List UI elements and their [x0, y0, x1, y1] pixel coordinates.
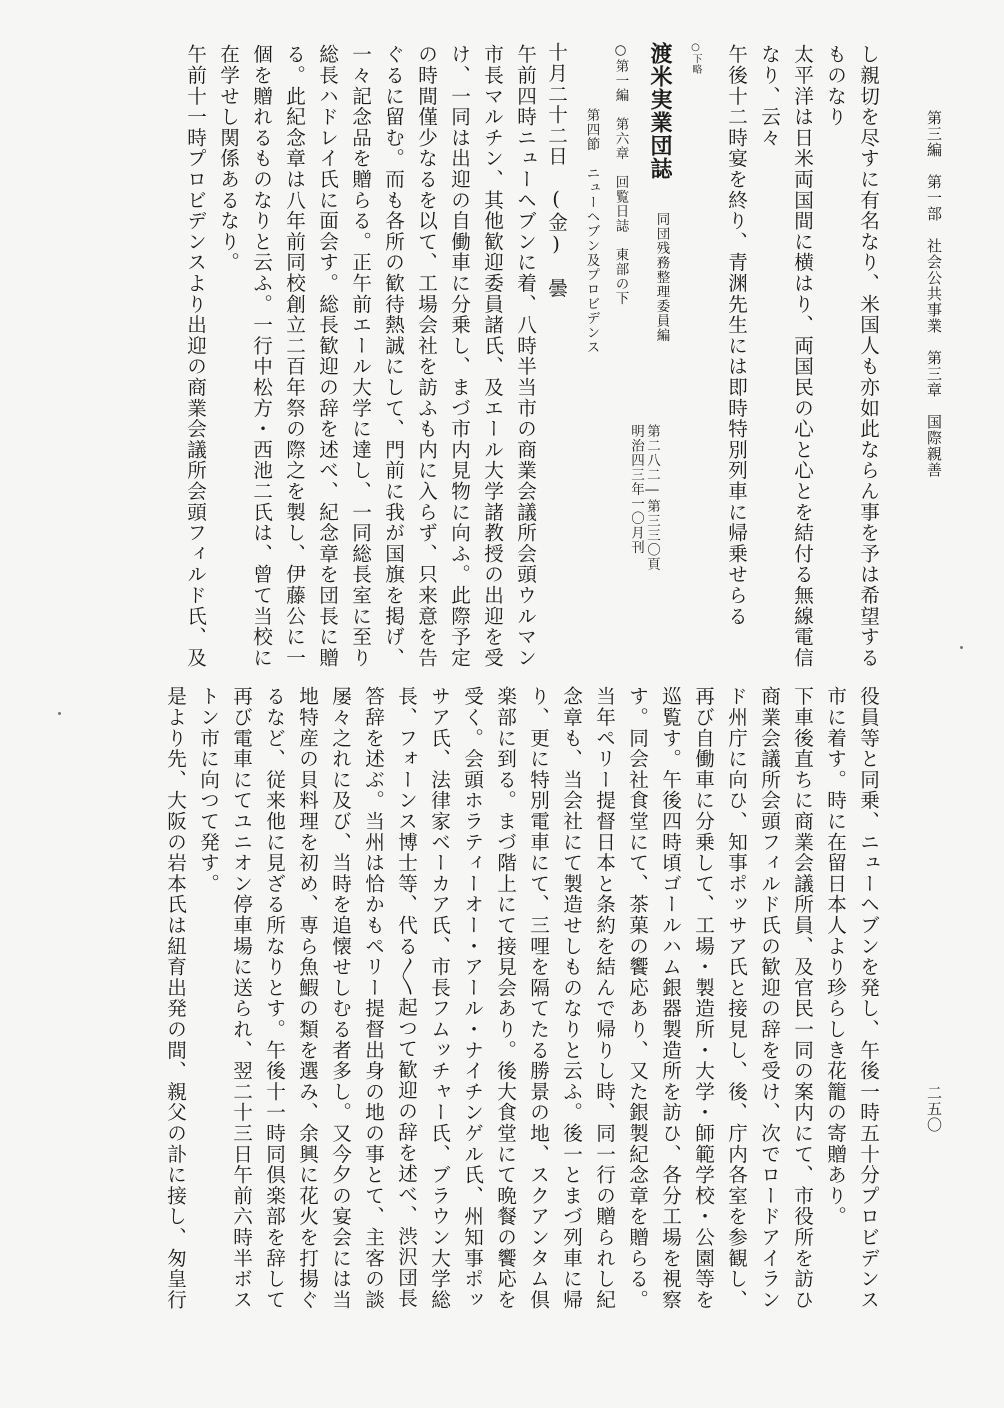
text-column: 役員等と同乗、ニューヘブンを発し、午後一時五十分プロビデンス [856, 686, 880, 1310]
book-published: 明治四三年一〇月刊 [628, 424, 644, 555]
text-column: の時間僅少なるを以て、工場会社を訪ふも内に入らず、只来意を告 [414, 44, 438, 668]
text-column: す。同会社食堂にて、茶菓の饗応あり、又た銀製紀念章を贈らる。 [625, 686, 649, 1310]
text-column: る。此紀念章は八年前同校創立二百年祭の際之を製し、伊藤公に一 [282, 44, 306, 668]
scan-speck [960, 646, 963, 649]
text-column: ぐるに留む。而も各所の歓待熱誠にして、門前に我が国旗を掲げ、 [381, 44, 405, 668]
text-column: ド州庁に向ひ、知事ポッサア氏と接見し、後、庁内各室を参観し、 [724, 686, 748, 1310]
text-column: 当年ペリー提督日本と条約を結んで帰りし時、同一行の贈られし紀 [592, 686, 616, 1310]
omission-note: ○下略 [690, 42, 701, 75]
text-column: 午前四時ニューヘブンに着、八時半当市の商業会議所会頭ウルマン [513, 44, 537, 668]
running-head: 第三編 第一部 社会公共事業 第三章 国際親善 [925, 110, 943, 478]
chapter-line: ○第一編 第六章 回覧日誌 東部の下 [612, 42, 629, 306]
text-column: り、更に特別電車にて、三哩を隔てたる勝景の地、スクアンタム倶 [526, 686, 550, 1310]
text-column: 受く。会頭ホラティーオー・アール・ナイチンゲル氏、州知事ポッ [460, 686, 484, 1310]
text-column: 答辞を述ぶ。当州は恰かもペリー提督出身の地の事とて、主客の談 [361, 686, 385, 1310]
text-column: サア氏、法律家ベーカア氏、市長フムッチャー氏、ブラウン大学総 [427, 686, 451, 1310]
text-column: 再び自働車に分乗して、工場・製造所・大学・師範学校・公園等を [691, 686, 715, 1310]
text-column: 商業会議所会頭フィルド氏の歓迎の辞を受け、次でロードアイラン [757, 686, 781, 1310]
book-pages: 第二八二―第三三〇頁 [644, 424, 660, 572]
text-column: 太平洋は日米両国間に横はり、両国民の心と心とを結付る無線電信 [790, 44, 814, 668]
text-column: 午後十二時宴を終り、青渊先生には即時特別列車に帰乗せらる [724, 44, 748, 627]
text-column: 市長マルチン、其他歓迎委員諸氏、及エール大学諸教授の出迎を受 [480, 44, 504, 668]
text-column: 楽部に到る。まづ階上にて接見会あり。後大食堂にて晩餐の饗応を [493, 686, 517, 1310]
text-column: 長、フォーンス博士等、代る〳〵起つて歓迎の辞を述べ、渋沢団長 [394, 686, 418, 1309]
book-editor: 同団残務整理委員編 [653, 212, 670, 343]
text-column: 屡々之れに及び、当時を追懐せしむる者多し。又今夕の宴会には当 [328, 686, 352, 1310]
text-column: 巡覧す。午後四時頃ゴールハム銀器製造所を訪ひ、各分工場を視察 [658, 686, 682, 1310]
text-column: るなど、従来他に見ざる所なりとす。午後十一時同倶楽部を辞して [262, 686, 286, 1310]
text-column: 念章も、当会社にて製造せしものなりと云ふ。後一とまづ列車に帰 [559, 686, 583, 1310]
text-column: 一々記念品を贈らる。正午前エール大学に達し、一同総長室に至り [348, 44, 372, 668]
text-column: け、一同は出迎の自働車に分乗し、まづ市内見物に向ふ。此際予定 [447, 44, 471, 668]
date-heading: 十月二十二日 (金) 曇 [544, 42, 568, 299]
page-number: 二五〇 [925, 1085, 943, 1133]
text-column: 個を贈れるものなりと云ふ。一行中松方・西池二氏は、曾て当校に [249, 44, 273, 668]
text-column: トン市に向つて発す。 [196, 686, 220, 894]
text-column: ものなり [823, 44, 847, 128]
section-heading: 第四節 ニューヘブン及プロビデンス [583, 108, 600, 355]
text-column: 市に着す。時に在留日本人より珍らしき花籠の寄贈あり。 [823, 686, 847, 1227]
book-title: 渡米実業団誌 [647, 42, 673, 180]
text-column: 在学せし関係あるなり。 [216, 44, 240, 273]
text-column: 再び電車にてユニオン停車場に送られ、翌二十三日午前六時半ボス [229, 686, 253, 1310]
text-column: 地特産の貝料理を初め、専ら魚鰕の類を選み、余興に花火を打揚ぐ [295, 686, 319, 1310]
text-column: 是より先、大阪の岩本氏は紐育出発の間、親父の訃に接し、匆皇行 [163, 686, 187, 1310]
scan-speck [58, 712, 61, 715]
text-column: 総長ハドレイ氏に面会す。総長歓迎の辞を述べ、紀念章を団長に贈 [315, 44, 339, 668]
text-column: し親切を尽すに有名なり、米国人も亦如此ならん事を予は希望する [856, 44, 880, 668]
text-column: 午前十一時プロビデンスより出迎の商業会議所会頭フィルド氏、及 [183, 44, 207, 668]
text-column: なり、云々 [757, 44, 781, 148]
text-column: 下車後直ちに商業会議所員、及官民一同の案内にて、市役所を訪ひ [790, 686, 814, 1310]
book-citation [628, 424, 660, 572]
